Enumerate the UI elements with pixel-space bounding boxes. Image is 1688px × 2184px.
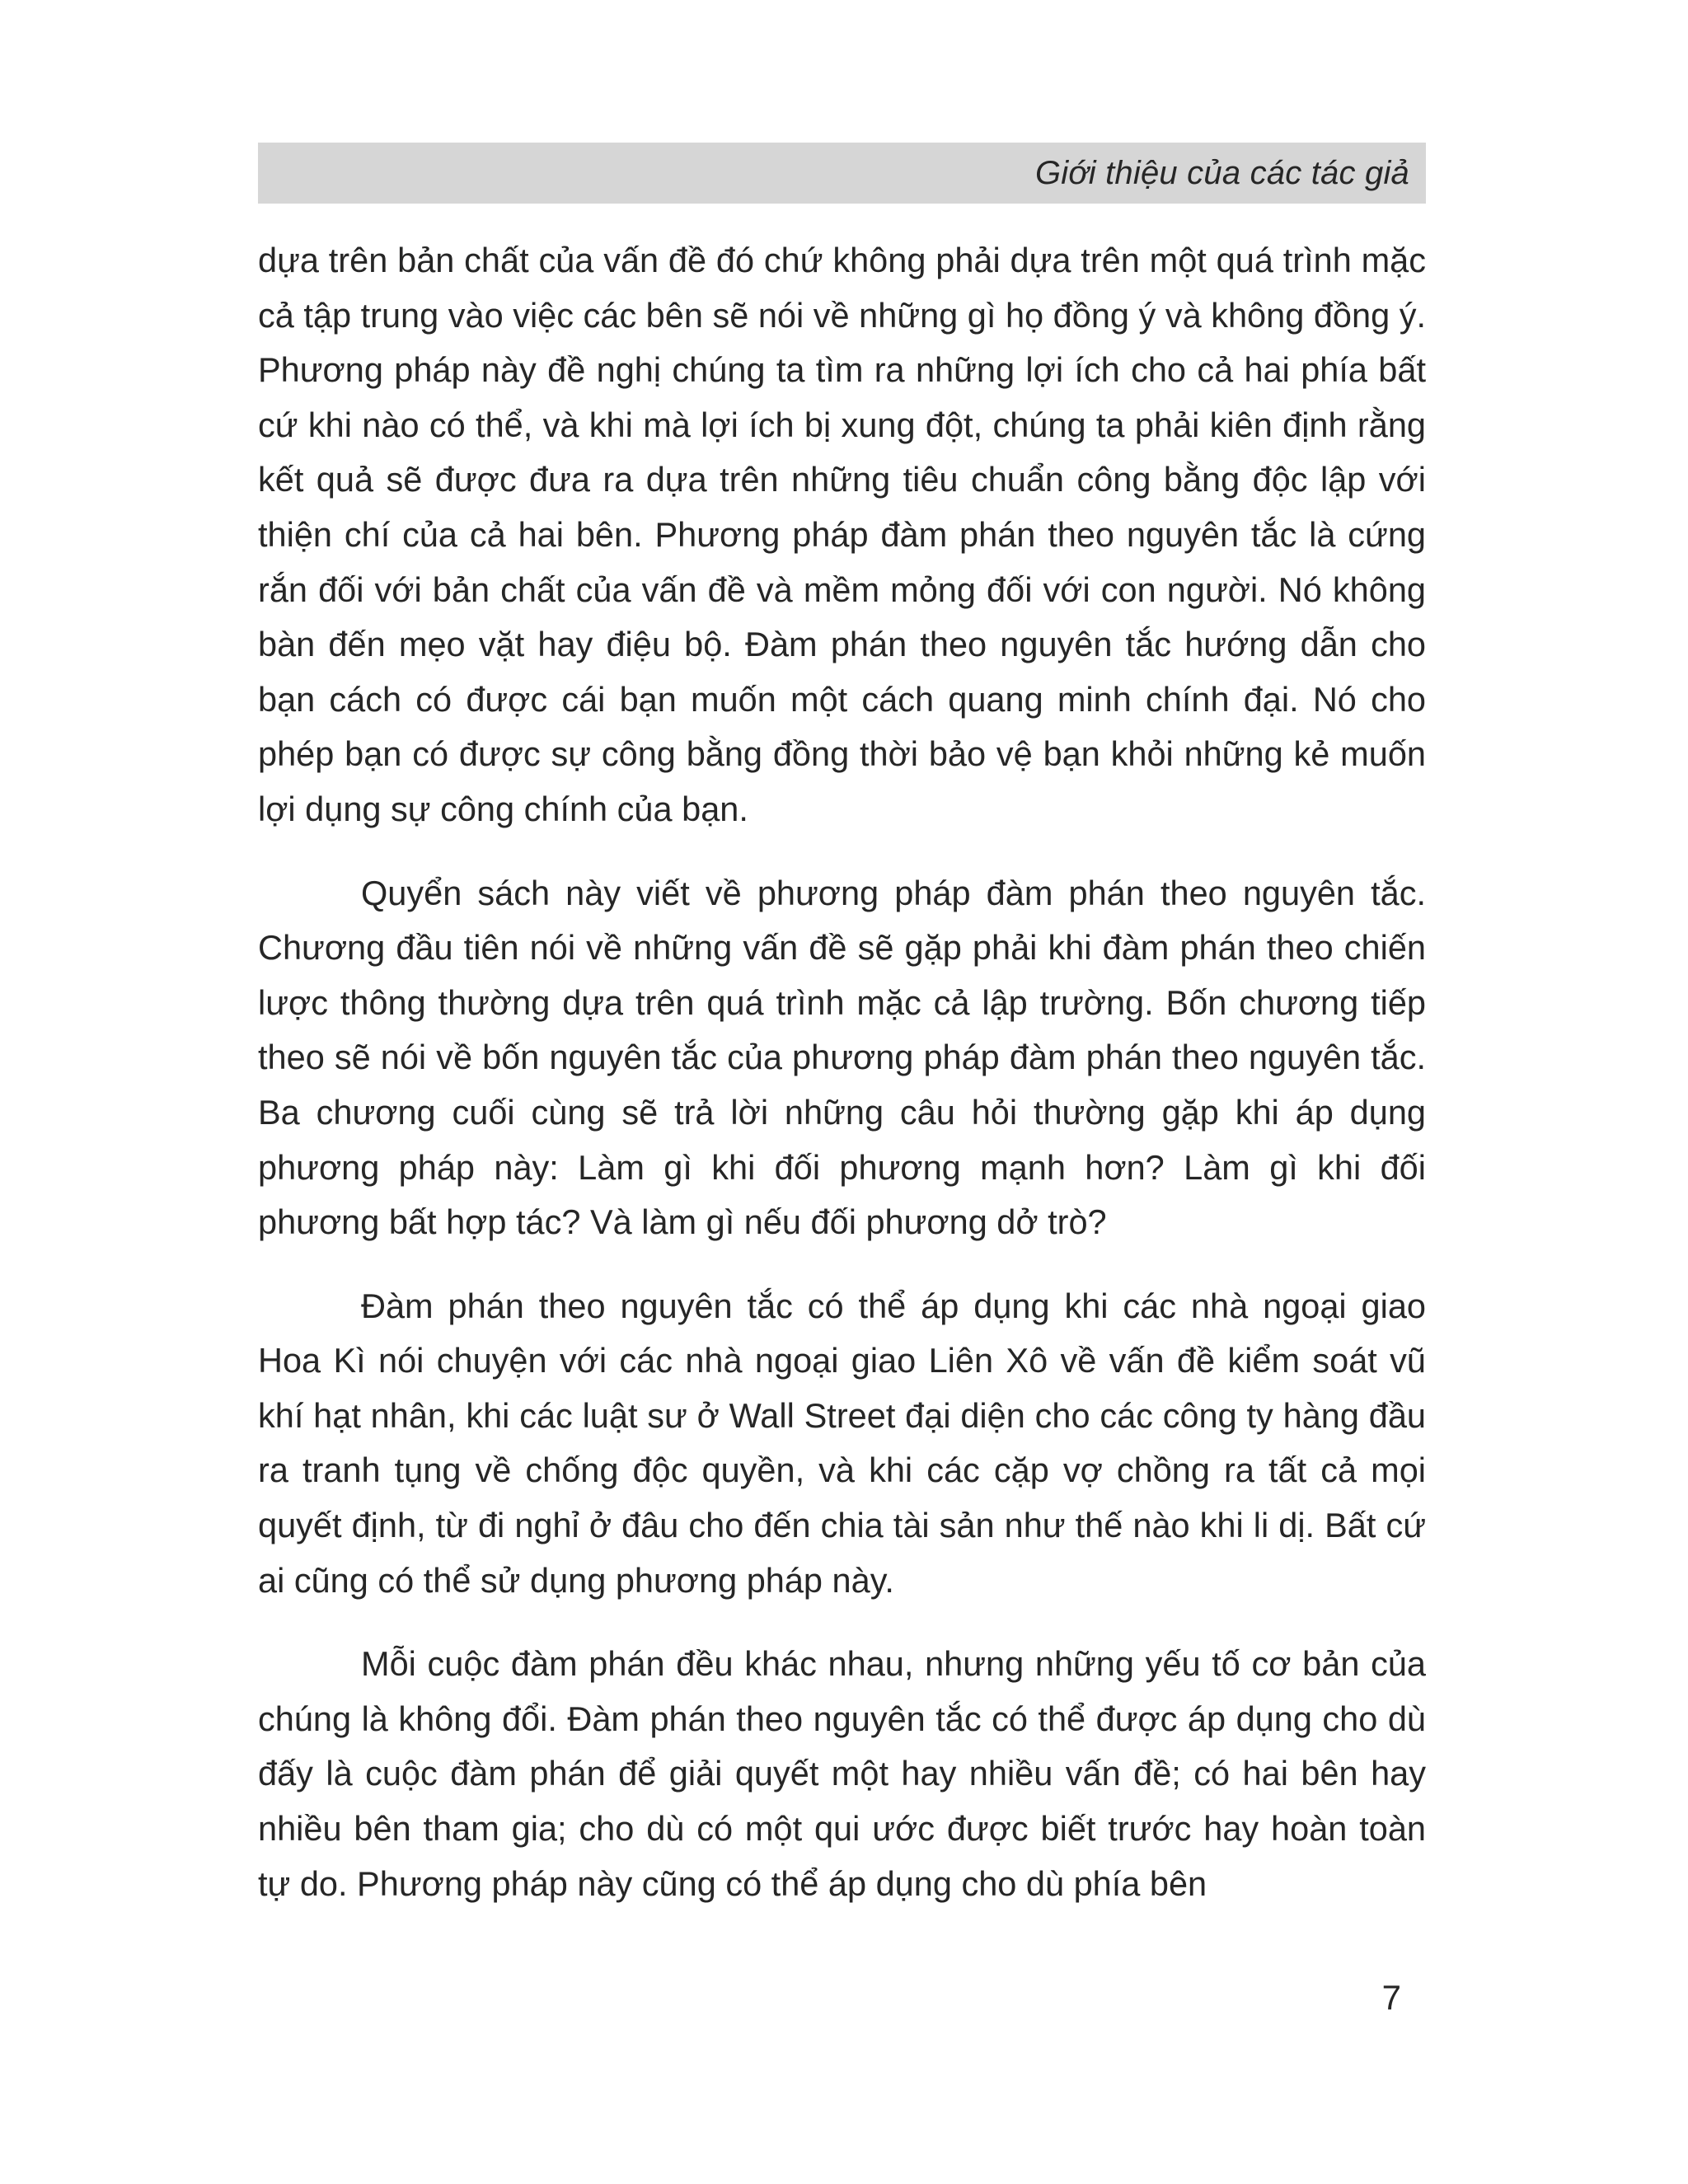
paragraph-4: Mỗi cuộc đàm phán đều khác nhau, nhưng những yếu tố cơ bản của chúng là không đổi. Đàm phán theo nguyên tắc có thể được áp dụng cho dù đấy là cuộc đàm phán để giải quyết một hay nhiều vấn đề; có hai bên hay nhiều bên tham gia; cho dù có một qui ước được biết trước hay hoàn toàn tự do. Phương pháp này cũng có thể áp dụng cho dù phía bên bbox=[258, 1644, 1426, 1903]
paragraph-1: dựa trên bản chất của vấn đề đó chứ không phải dựa trên một quá trình mặc cả tập trung vào việc các bên sẽ nói về những gì họ đồng ý và không đồng ý. Phương pháp này đề nghị chúng ta tìm ra những lợi ích cho cả hai phía bất cứ khi nào có thể, và khi mà lợi ích bị xung đột, chúng ta phải kiên định rằng kết quả sẽ được đưa ra dựa trên những tiêu chuẩn công bằng độc lập với thiện chí của cả hai bên. Phương pháp đàm phán theo nguyên tắc là cứng rắn đối với bản chất của vấn đề và mềm mỏng đối với con người. Nó không bàn đến mẹo vặt hay điệu bộ. Đàm phán theo nguyên tắc hướng dẫn cho bạn cách có được cái bạn muốn một cách quang minh chính đại. Nó cho phép bạn có được sự công bằng đồng thời bảo vệ bạn khỏi những kẻ muốn lợi dụng sự công chính của bạn. bbox=[258, 241, 1426, 828]
paragraph-2: Quyển sách này viết về phương pháp đàm phán theo nguyên tắc. Chương đầu tiên nói về những vấn đề sẽ gặp phải khi đàm phán theo chiến lược thông thường dựa trên quá trình mặc cả lập trường. Bốn chương tiếp theo sẽ nói về bốn nguyên tắc của phương pháp đàm phán theo nguyên tắc. Ba chương cuối cùng sẽ trả lời những câu hỏi thường gặp khi áp dụng phương pháp này: Làm gì khi đối phương mạnh hơn? Làm gì khi đối phương bất hợp tác? Và làm gì nếu đối phương dở trò? bbox=[258, 873, 1426, 1242]
page-number: 7 bbox=[1381, 1978, 1401, 2017]
paragraph-3: Đàm phán theo nguyên tắc có thể áp dụng khi các nhà ngoại giao Hoa Kì nói chuyện với các nhà ngoại giao Liên Xô về vấn đề kiểm soát vũ khí hạt nhân, khi các luật sư ở Wall Street đại diện cho các công ty hàng đầu ra tranh tụng về chống độc quyền, và khi các cặp vợ chồng ra tất cả mọi quyết định, từ đi nghỉ ở đâu cho đến chia tài sản như thế nào khi li dị. Bất cứ ai cũng có thể sử dụng phương pháp này. bbox=[258, 1286, 1426, 1600]
running-header-title: Giới thiệu của các tác giả bbox=[1034, 154, 1409, 191]
body-text bbox=[258, 233, 1426, 1911]
running-header bbox=[258, 143, 1426, 204]
